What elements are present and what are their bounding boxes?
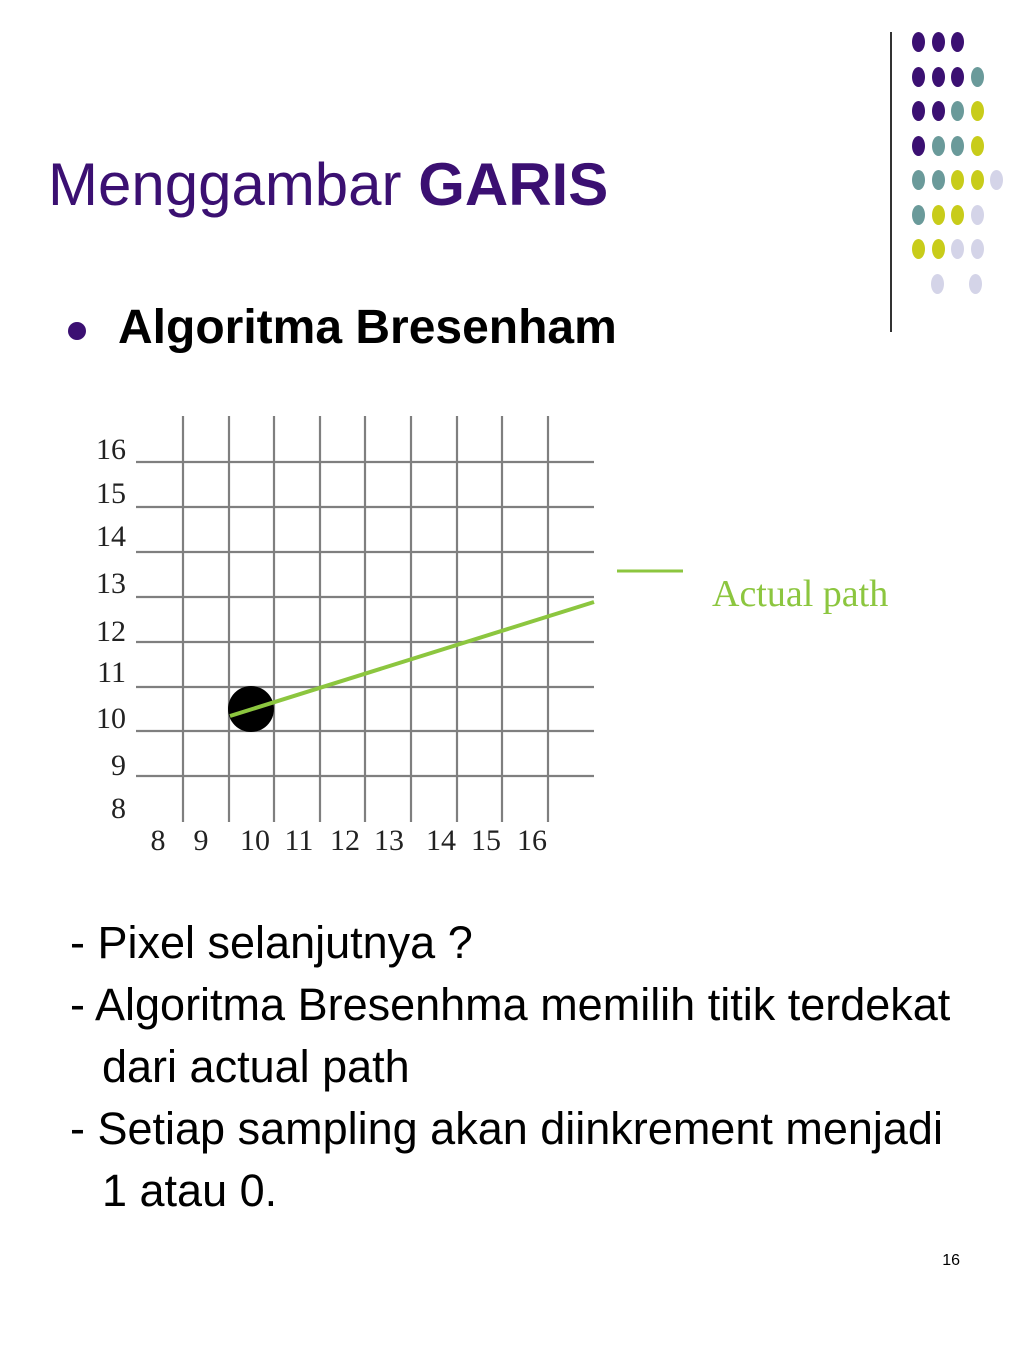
x-tick-label: 10 [240, 824, 270, 857]
note-increment: - Setiap sampling akan diinkrement menjadi 1 atau 0. [70, 1103, 943, 1216]
note-nearest-point: - Algoritma Bresenhma memilih titik terdekat dari actual path [70, 979, 951, 1092]
y-tick-label: 12 [96, 615, 126, 648]
x-tick-label: 8 [150, 824, 166, 857]
x-tick-label: 12 [330, 824, 360, 857]
legend-label: Actual path [712, 573, 889, 615]
title-bold: GARIS [418, 151, 609, 218]
y-tick-label: 8 [111, 792, 126, 825]
bullet-text: Algoritma Bresenham [118, 301, 617, 354]
x-tick-label: 9 [193, 824, 209, 857]
x-tick-label: 14 [426, 824, 456, 857]
x-tick-label: 15 [471, 824, 501, 857]
y-tick-label: 13 [96, 567, 126, 600]
x-tick-label: 13 [374, 824, 404, 857]
x-tick-label: 16 [517, 824, 547, 857]
y-tick-label: 11 [97, 656, 126, 689]
note-next-pixel: - Pixel selanjutnya ? [70, 917, 473, 968]
y-tick-label: 14 [96, 520, 126, 553]
y-tick-label: 9 [111, 749, 126, 782]
y-tick-label: 15 [96, 477, 126, 510]
y-tick-label: 16 [96, 433, 126, 466]
x-tick-label: 11 [284, 824, 314, 857]
notes-list [70, 912, 970, 1222]
title-regular: Menggambar [48, 151, 419, 218]
y-tick-label: 10 [96, 702, 126, 735]
page-number: 16 [942, 1252, 960, 1269]
